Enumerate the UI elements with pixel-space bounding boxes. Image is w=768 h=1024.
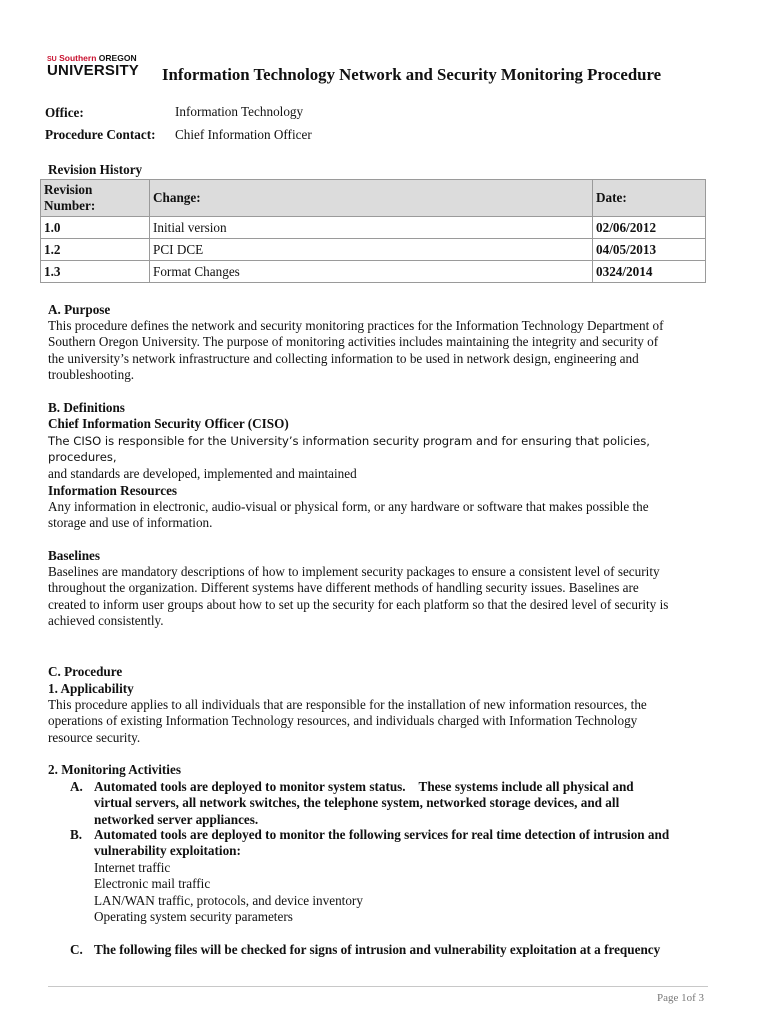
revision-history-heading: Revision History — [48, 162, 143, 177]
text-line: troubleshooting. — [48, 367, 135, 383]
text-line: resource security. — [48, 729, 141, 745]
revision-change: Format Changes — [150, 261, 593, 283]
document-title: Information Technology Network and Security Monitoring Procedure — [162, 65, 662, 84]
text-line: achieved consistently. — [48, 613, 164, 629]
list-item: Internet traffic — [94, 859, 171, 875]
list-letter-a: A. — [70, 779, 83, 794]
list-item-c — [94, 942, 714, 958]
revision-change: PCI DCE — [150, 239, 593, 261]
revision-number-header-line1: Revision — [44, 182, 93, 197]
revision-date: 02/06/2012 — [593, 217, 706, 239]
revision-number-header-line2: Number: — [44, 198, 96, 213]
footer-divider — [48, 986, 708, 987]
text-line: The following files will be checked for signs of intrusion and vulnerability exploitation at a frequency — [94, 942, 661, 957]
logo-southern: Southern — [59, 53, 97, 63]
table-row — [41, 217, 706, 239]
text-line: Automated tools are deployed to monitor system status. These systems include all physical and — [94, 779, 634, 794]
revision-number: 1.0 — [41, 217, 150, 239]
text-line: Southern Oregon University. The purpose of monitoring activities includes maintaining the integrity and security of — [48, 334, 659, 350]
revision-number: 1.2 — [41, 239, 150, 261]
procedure-heading: C. Procedure — [48, 664, 123, 679]
list-item: Electronic mail traffic — [94, 876, 211, 892]
table-row — [41, 239, 706, 261]
ciso-term: Chief Information Security Officer (CISO) — [48, 416, 289, 431]
list-letter-b: B. — [70, 827, 83, 842]
university-logo — [47, 54, 147, 82]
list-letter-c: C. — [70, 942, 83, 957]
applicability-heading: 1. Applicability — [48, 681, 134, 696]
text-line: throughout the organization. Different systems have different methods of handling security issues. Baselines are — [48, 580, 639, 596]
baselines-term: Baselines — [48, 548, 101, 563]
change-header: Change: — [150, 180, 593, 217]
text-line: and standards are developed, implemented and maintained — [48, 465, 357, 481]
text-line: created to inform user groups about how to set up the security for each platform so that the desired level of security is — [48, 596, 669, 612]
text-line: storage and use of information. — [48, 515, 213, 531]
office-label: Office: — [45, 105, 84, 120]
text-line: operations of existing Information Technology resources, and individuals charged with Information Technology — [48, 713, 638, 729]
text-line: virtual servers, all network switches, the telephone system, networked storage devices, and all — [94, 795, 620, 811]
list-item: LAN/WAN traffic, protocols, and device inventory — [94, 892, 363, 908]
definitions-heading: B. Definitions — [48, 400, 125, 415]
revision-table — [40, 179, 706, 283]
list-item-b — [94, 827, 714, 925]
revision-number: 1.3 — [41, 261, 150, 283]
revision-date: 0324/2014 — [593, 261, 706, 283]
revision-number-header — [41, 180, 150, 217]
text-line: This procedure defines the network and security monitoring practices for the Information Technology Department of — [48, 318, 664, 333]
text-line: networked server appliances. — [94, 811, 259, 827]
revision-header-row — [41, 180, 706, 217]
text-line: This procedure applies to all individuals that are responsible for the installation of new information resources, the — [48, 697, 647, 712]
ciso-text — [48, 433, 708, 482]
list-item: Operating system security parameters — [94, 909, 293, 925]
text-line: Automated tools are deployed to monitor the following services for real time detection of intrusion and — [94, 827, 670, 842]
page-number: Page 1of 3 — [656, 992, 704, 1004]
contact-label: Procedure Contact: — [45, 127, 156, 142]
logo-su-mark: SU — [47, 56, 57, 63]
baselines-text — [48, 564, 708, 630]
revision-date: 04/05/2013 — [593, 239, 706, 261]
text-line: vulnerability exploitation: — [94, 843, 241, 859]
monitoring-heading: 2. Monitoring Activities — [48, 762, 181, 777]
table-row — [41, 261, 706, 283]
revision-change: Initial version — [150, 217, 593, 239]
logo-oregon: OREGON — [98, 53, 137, 63]
contact-value: Chief Information Officer — [175, 127, 312, 142]
purpose-heading: A. Purpose — [48, 302, 111, 317]
date-header: Date: — [593, 180, 706, 217]
text-line: Baselines are mandatory descriptions of how to implement security packages to ensure a consistent level of security — [48, 564, 660, 579]
applicability-text — [48, 697, 708, 746]
text-line: Any information in electronic, audio-visual or physical form, or any hardware or software that makes possible the — [48, 499, 649, 514]
resources-term: Information Resources — [48, 483, 178, 498]
resources-text — [48, 499, 708, 532]
text-line: The CISO is responsible for the University’s information security program and for ensuring that policies, procedures, — [48, 434, 650, 465]
text-line: the university’s network infrastructure and collecting information to be used in network design, engineering and — [48, 350, 639, 366]
office-value: Information Technology — [175, 104, 304, 119]
list-item-a — [94, 779, 714, 828]
purpose-text — [48, 318, 708, 384]
logo-university: UNIVERSITY — [47, 62, 140, 79]
